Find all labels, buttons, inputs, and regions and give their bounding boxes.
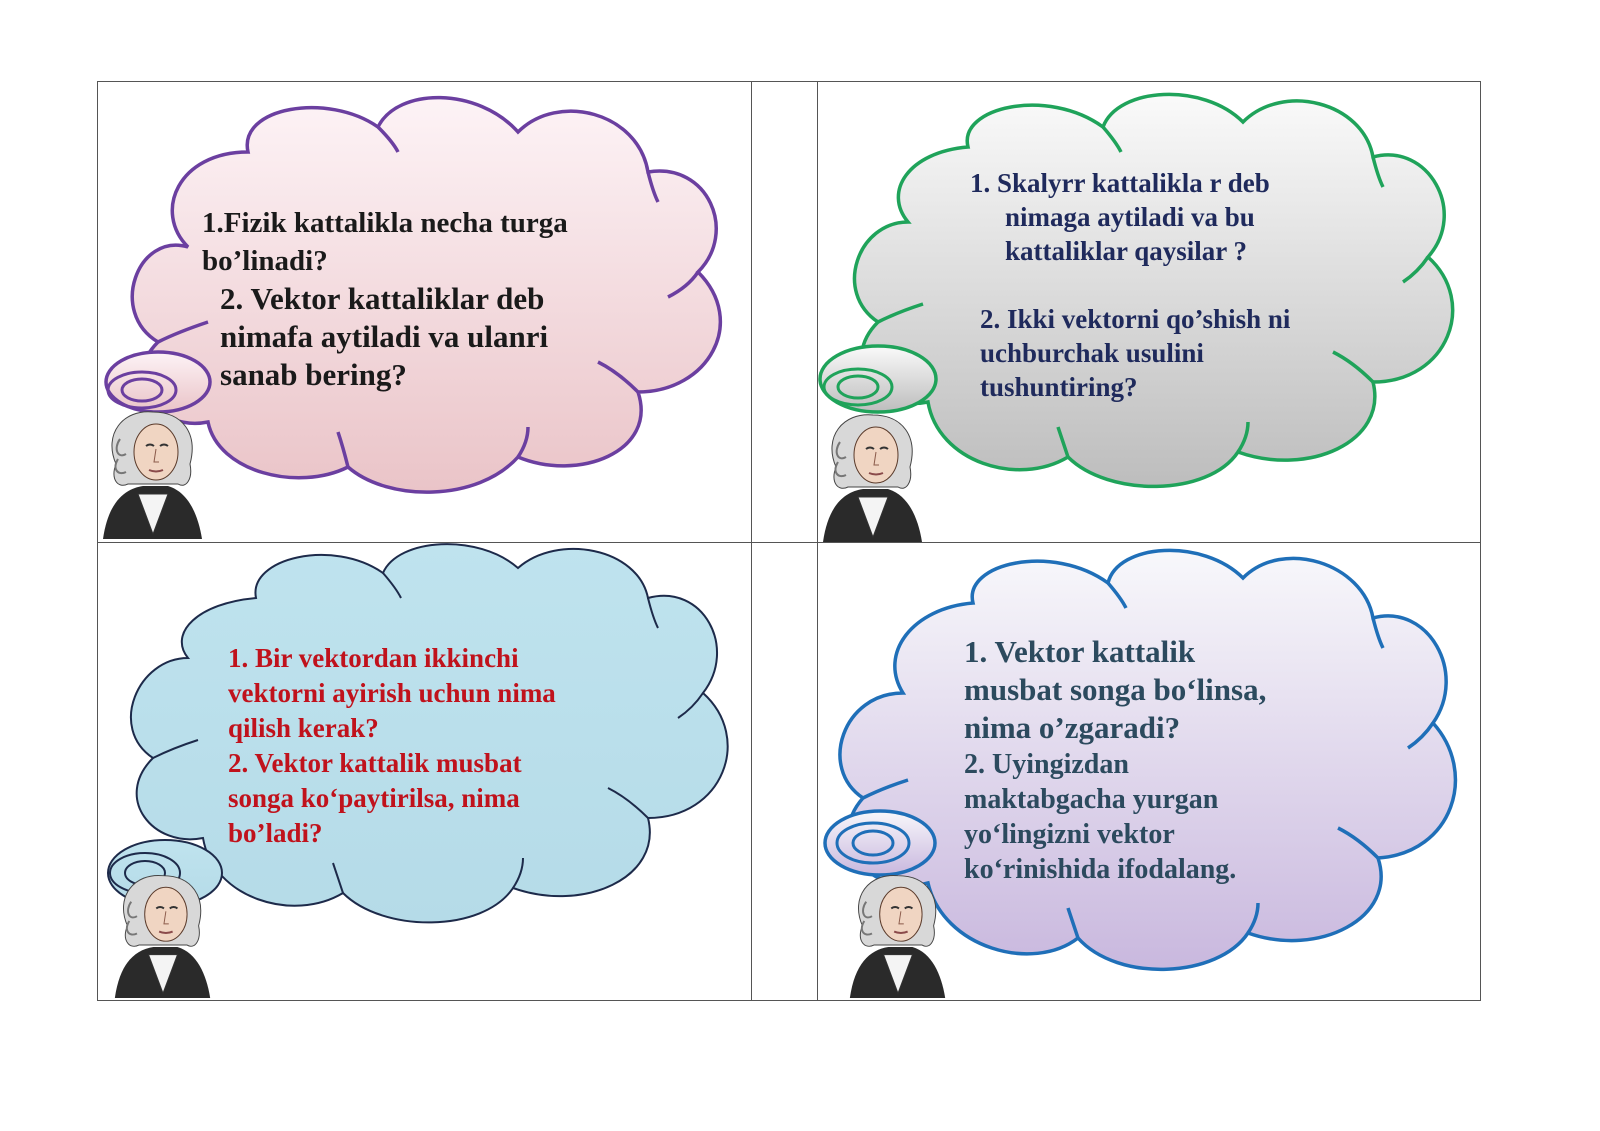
question-line: 1. Vektor kattalik	[964, 634, 1196, 669]
question-line: 2. Ikki vektorni qo’shish ni	[980, 304, 1291, 334]
question-line: bo’linadi?	[202, 245, 328, 277]
card-bottom-right	[818, 543, 1480, 1000]
column-divider-left	[751, 82, 752, 1000]
question-line: ko‘rinishida ifodalang.	[964, 854, 1237, 885]
portrait-illustration	[843, 868, 953, 998]
question-line: 1. Skalyrr kattalikla r deb	[970, 168, 1270, 198]
card-question-text	[964, 633, 1266, 887]
portrait-illustration	[108, 868, 218, 998]
question-line: yo‘lingizni vektor	[964, 819, 1175, 850]
question-line: maktabgacha yurgan	[964, 784, 1219, 815]
card-question-text	[228, 641, 556, 851]
question-line: 1.Fizik kattalikla necha turga	[202, 207, 568, 239]
question-line: nima o’zgaradi?	[964, 710, 1181, 745]
question-line: vektorni ayirish uchun nima	[228, 678, 556, 708]
card-question-text	[970, 166, 1290, 404]
question-line: bo’ladi?	[228, 818, 323, 848]
question-line: qilish kerak?	[228, 713, 379, 743]
question-line: tushuntiring?	[980, 372, 1138, 402]
card-bottom-left	[98, 543, 751, 1000]
question-line: 2. Vektor kattalik musbat	[228, 748, 522, 778]
portrait-illustration	[98, 404, 208, 539]
card-top-right	[818, 82, 1480, 542]
card-question-text	[202, 204, 568, 394]
question-line: nimafa aytiladi va ulanri	[220, 319, 549, 354]
portrait-illustration	[818, 407, 928, 542]
card-table	[97, 81, 1481, 1001]
question-line: 2. Uyingizdan	[964, 749, 1129, 780]
question-line: songa ko‘paytirilsa, nima	[228, 783, 520, 813]
question-line: kattaliklar qaysilar ?	[1005, 236, 1248, 266]
question-line: uchburchak usulini	[980, 338, 1204, 368]
question-line: 1. Bir vektordan ikkinchi	[228, 643, 519, 673]
question-line: sanab bering?	[220, 357, 407, 392]
question-line: nimaga aytiladi va bu	[1005, 202, 1255, 232]
question-line: musbat songa bo‘linsa,	[964, 672, 1267, 707]
card-top-left	[98, 82, 751, 542]
question-line: 2. Vektor kattaliklar deb	[220, 281, 545, 316]
